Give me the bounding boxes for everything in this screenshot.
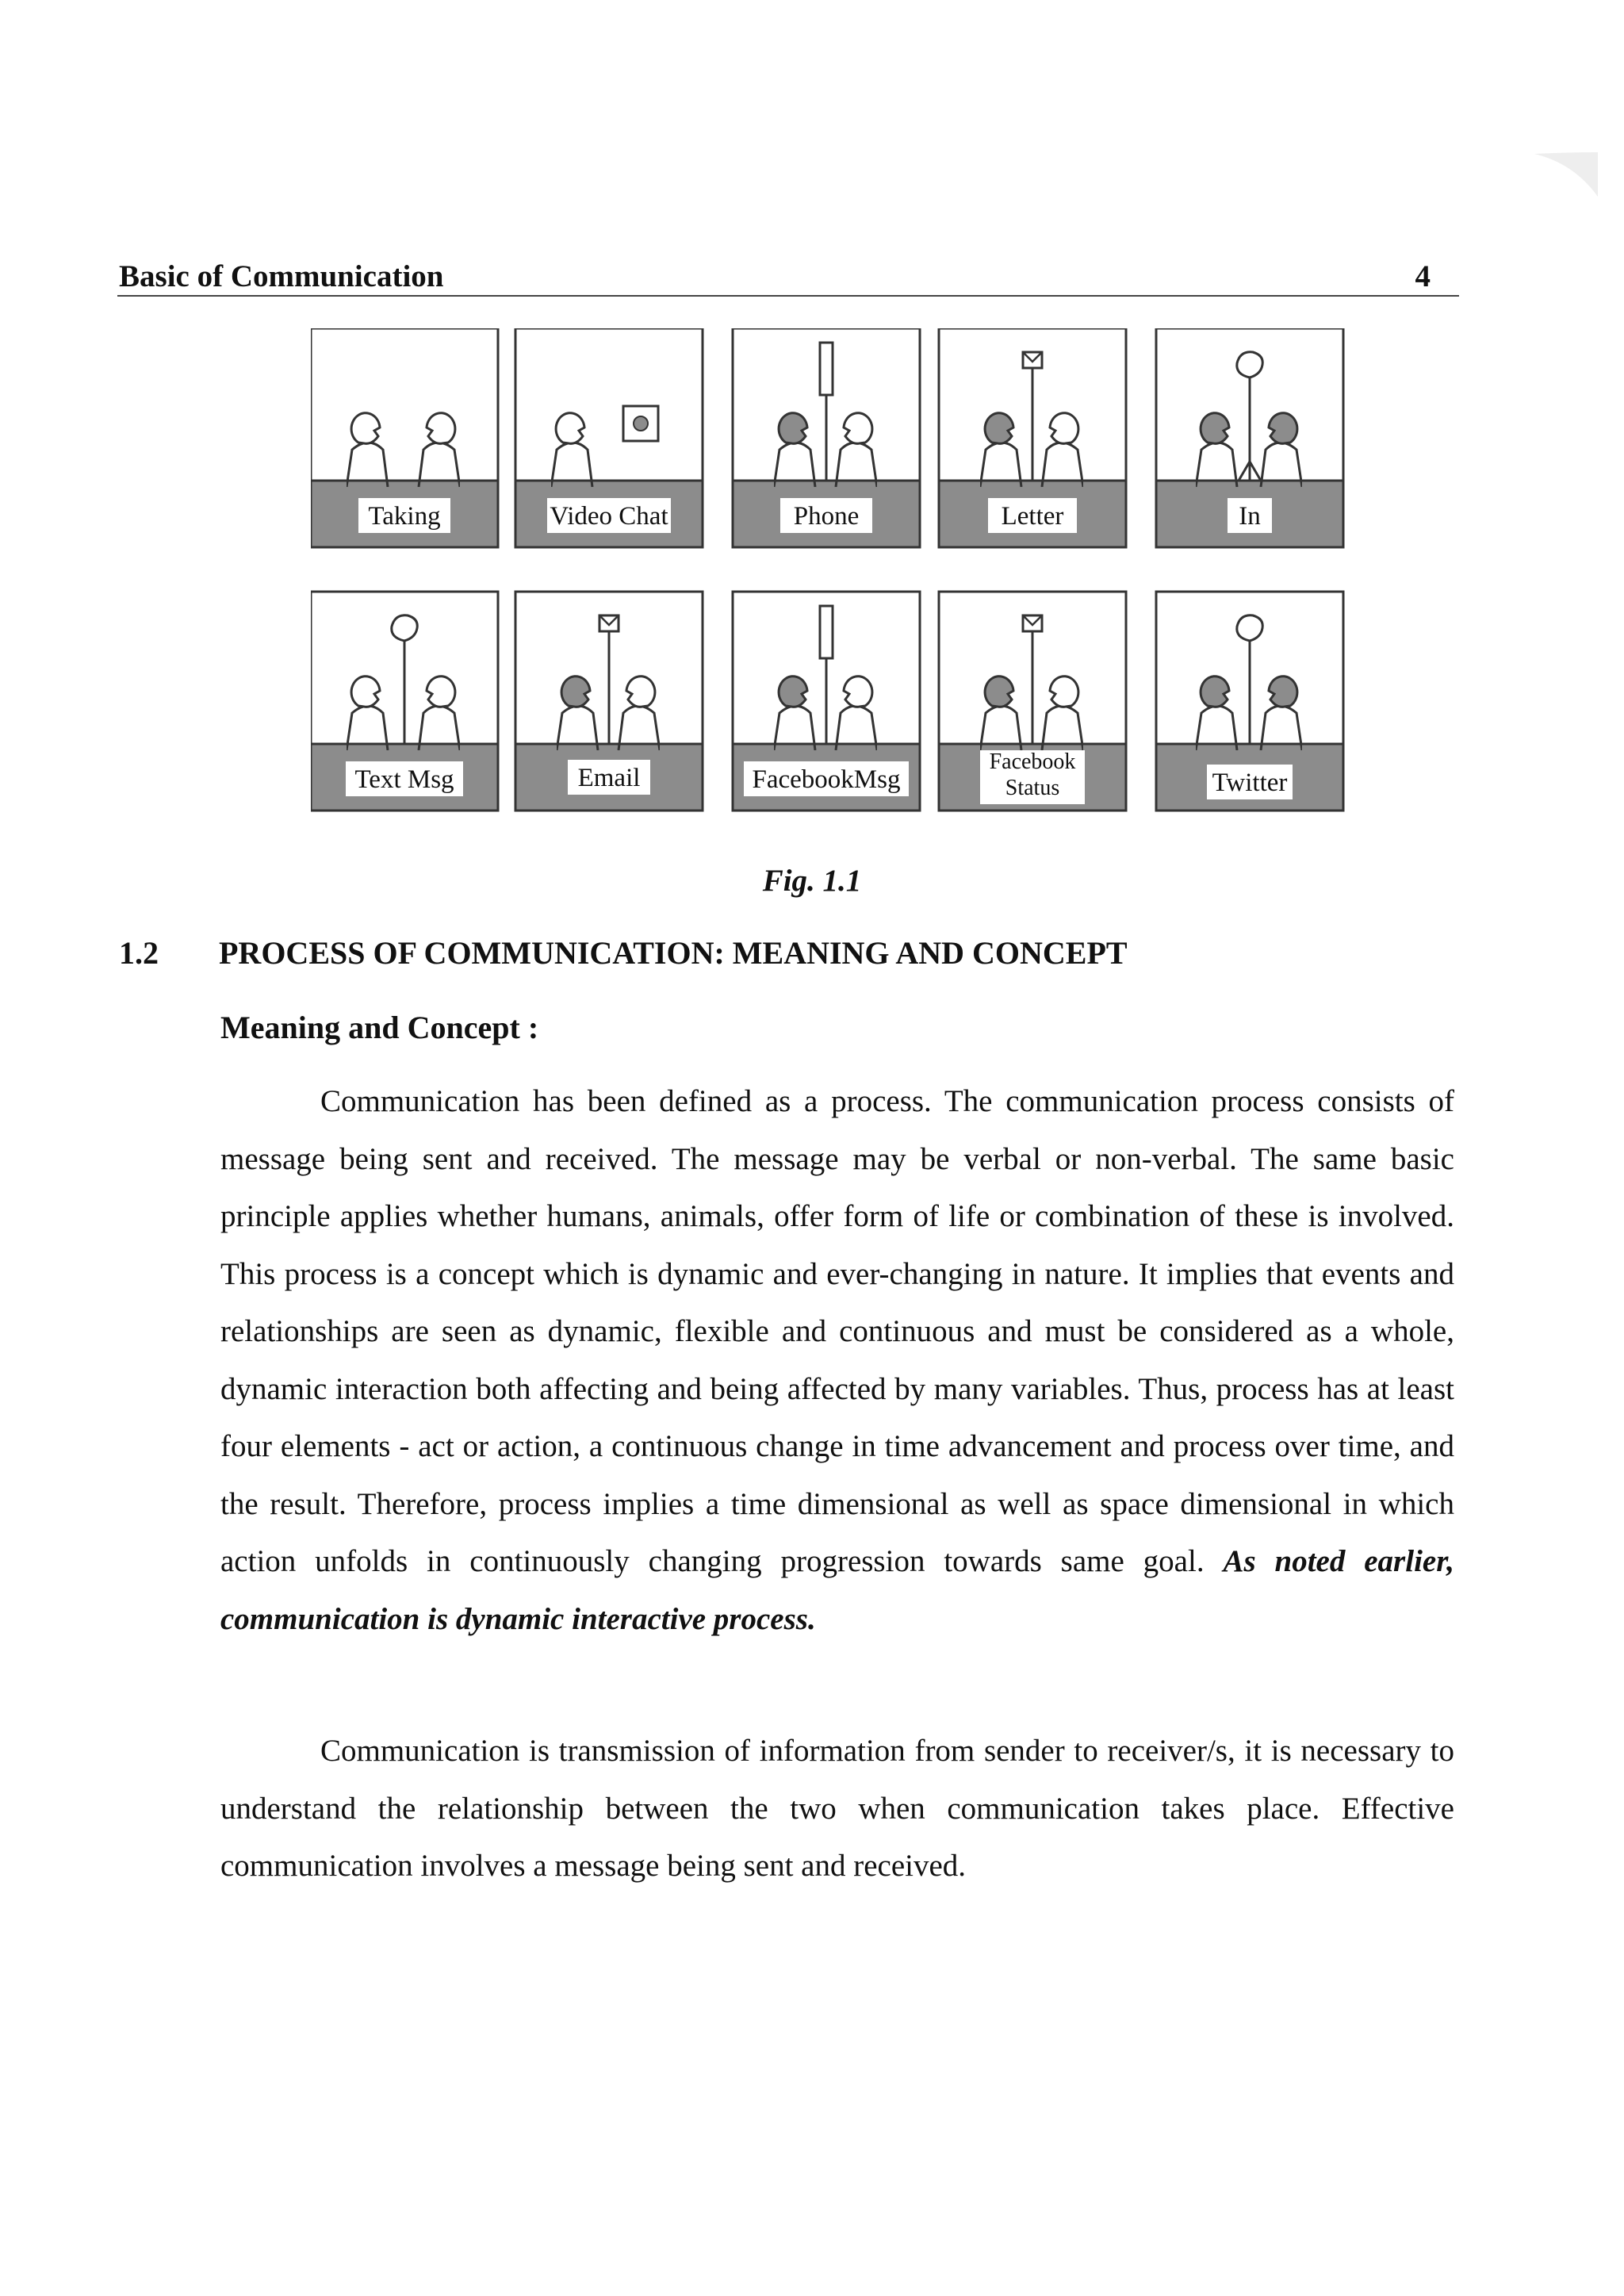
envelope-icon xyxy=(1023,615,1042,631)
section-number: 1.2 xyxy=(119,935,159,971)
page-curl-decoration xyxy=(1534,152,1598,200)
tile-label: Twitter xyxy=(1212,769,1288,797)
figure-canvas xyxy=(311,328,1351,817)
tile-label: Video Chat xyxy=(550,502,668,531)
paragraph-emphasis: As noted earlier, communication is dynamic interactive process. xyxy=(220,1544,1454,1636)
tile-label: Taking xyxy=(368,502,441,531)
tile-label: Letter xyxy=(1001,502,1064,531)
tile-text-msg xyxy=(311,592,498,811)
tile-label: Facebook Status xyxy=(989,749,1076,800)
sub-heading: Meaning and Concept : xyxy=(220,1010,539,1045)
tile-facebook-status xyxy=(939,592,1126,811)
speech-bubble-icon xyxy=(1237,352,1262,378)
page-number: 4 xyxy=(1415,259,1431,293)
webcam-icon xyxy=(623,406,658,441)
running-header xyxy=(117,255,1459,297)
paragraph-text: Communication has been defined as a process. The communication process consists of message being sent and received. The message may be verbal or non-verbal. The same basic principle applies whether humans, animals, offer form of life or combination of these is involved. This process is a concept which is dynamic and ever-changing in nature. It implies that events and relationships are seen as dynamic, flexible and continuous and must be considered as a whole, dynamic interaction both affecting and being affected by many variables. Thus, process has at least four elements - act or action, a continuous change in time advancement and process over time, and the result. Therefore, process implies a time dimensional as well as space dimensional in which action unfolds in continuously changing progression towards same goal. xyxy=(220,1084,1454,1578)
tile-label: FacebookMsg xyxy=(752,765,901,794)
tile-twitter xyxy=(1156,592,1343,811)
paragraph-text: Communication is transmission of information from sender to receiver/s, it is necessary to understand the relationship between the two when communication takes place. Effective communication involves a message being sent and received. xyxy=(220,1734,1454,1883)
tile-label: Email xyxy=(577,764,641,792)
phone-icon xyxy=(820,343,833,395)
paragraph-process-definition xyxy=(220,1073,1454,1648)
document-title: Basic of Communication xyxy=(119,259,444,293)
paragraph-transmission xyxy=(220,1723,1454,1895)
tile-email xyxy=(515,592,703,811)
speech-bubble-icon xyxy=(392,615,417,641)
tile-in xyxy=(1156,328,1343,547)
figure-caption: Fig. 1.1 xyxy=(762,864,862,898)
tile-phone xyxy=(733,328,920,547)
envelope-icon xyxy=(599,615,619,631)
tile-label: In xyxy=(1239,502,1261,531)
tile-talking xyxy=(311,328,498,547)
speech-bubble-icon xyxy=(1237,615,1262,641)
tile-facebook-msg xyxy=(733,592,920,811)
tile-label: Text Msg xyxy=(354,765,454,794)
tile-letter xyxy=(939,328,1126,547)
phone-icon xyxy=(820,606,833,658)
tile-video-chat xyxy=(515,328,703,547)
section-heading xyxy=(119,934,1467,972)
envelope-icon xyxy=(1023,352,1042,368)
communication-channels-figure xyxy=(311,328,1351,817)
section-title: PROCESS OF COMMUNICATION: MEANING AND CONCEPT xyxy=(219,935,1128,971)
tile-label: Phone xyxy=(793,502,860,531)
